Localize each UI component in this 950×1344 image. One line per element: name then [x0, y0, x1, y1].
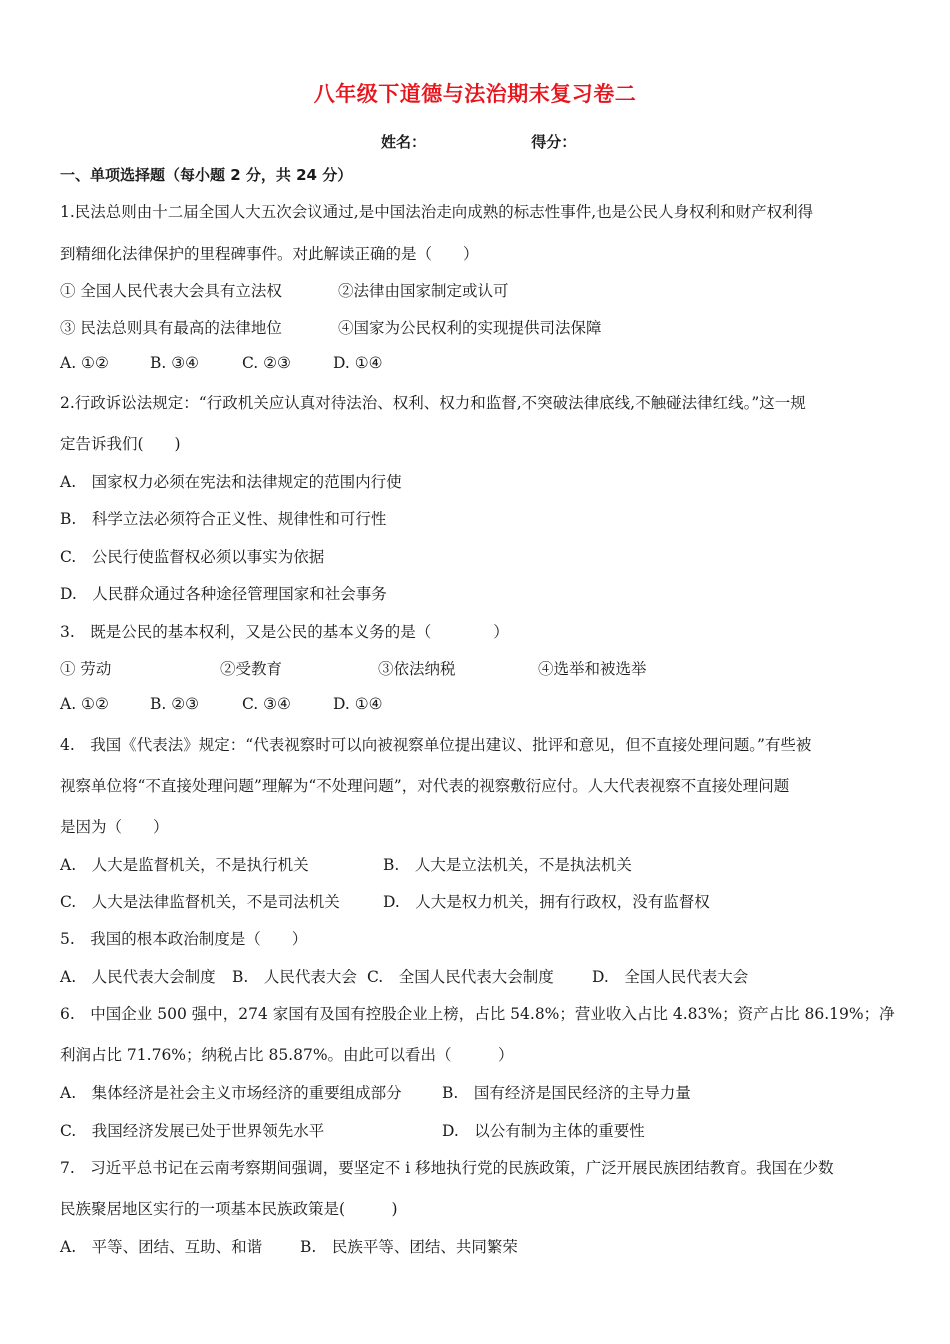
student-info: [381, 131, 576, 152]
q1-stem-line-2: 到精细化法律保护的里程碑事件。对此解读正确的是（ ）: [60, 245, 479, 263]
q3-statement-3: ③依法纳税: [378, 660, 456, 678]
q3-statement-4: ④选举和被选举: [538, 660, 647, 678]
section-heading: 一、单项选择题（每小题 2 分，共 24 分）: [60, 166, 353, 184]
q1-statement-2: ②法律由国家制定或认可: [338, 282, 509, 300]
q3-option-c: C. ③④: [242, 695, 291, 713]
q1-option-b: B. ③④: [150, 354, 200, 372]
q1-option-d: D. ①④: [333, 354, 383, 372]
q5-stem: 5. 我国的根本政治制度是（ ）: [60, 930, 308, 948]
q6-option-d: D. 以公有制为主体的重要性: [442, 1122, 645, 1140]
q7-stem-line-2: 民族聚居地区实行的一项基本民族政策是( ): [60, 1200, 398, 1218]
q5-option-a: A. 人民代表大会制度: [60, 968, 216, 986]
q3-statement-1: ① 劳动: [60, 660, 112, 678]
q1-option-a: A. ①②: [60, 354, 109, 372]
q2-option-c: C. 公民行使监督权必须以事实为依据: [60, 548, 325, 566]
q4-stem-line-1: 4. 我国《代表法》规定：“代表视察时可以向被视察单位提出建议、批评和意见，但不直接处理问题。”有些被: [60, 736, 812, 754]
q2-option-b: B. 科学立法必须符合正义性、规律性和可行性: [60, 510, 387, 528]
q1-statement-1: ① 全国人民代表大会具有立法权: [60, 282, 282, 300]
q6-stem-line-2: 利润占比 71.76%；纳税占比 85.87%。由此可以看出（ ）: [60, 1046, 514, 1064]
q7-option-b: B. 民族平等、团结、共同繁荣: [300, 1238, 518, 1256]
q6-option-b: B. 国有经济是国民经济的主导力量: [442, 1084, 691, 1102]
q1-option-c: C. ②③: [242, 354, 291, 372]
page-title: 八年级下道德与法治期末复习卷二: [313, 82, 637, 106]
q5-option-b: B. 人民代表大会: [232, 968, 357, 986]
q4-stem-line-2: 视察单位将“不直接处理问题”理解为“不处理问题”，对代表的视察敷衍应付。人大代表视察不直接处理问题: [60, 777, 790, 795]
q5-option-d: D. 全国人民代表大会: [592, 968, 749, 986]
q4-option-d: D. 人大是权力机关，拥有行政权，没有监督权: [383, 893, 710, 911]
q3-option-d: D. ①④: [333, 695, 383, 713]
q6-option-a: A. 集体经济是社会主义市场经济的重要组成部分: [60, 1084, 402, 1102]
q4-option-b: B. 人大是立法机关，不是执法机关: [383, 856, 632, 874]
q1-statement-3: ③ 民法总则具有最高的法律地位: [60, 319, 282, 337]
q2-option-d: D. 人民群众通过各种途径管理国家和社会事务: [60, 585, 387, 603]
q5-option-c: C. 全国人民代表大会制度: [367, 968, 554, 986]
q3-option-b: B. ②③: [150, 695, 200, 713]
q3-option-a: A. ①②: [60, 695, 109, 713]
q3-statement-2: ②受教育: [220, 660, 283, 678]
q3-stem: 3. 既是公民的基本权利，又是公民的基本义务的是（ ）: [60, 623, 509, 641]
name-label: 姓名：: [381, 133, 427, 151]
q6-option-c: C. 我国经济发展已处于世界领先水平: [60, 1122, 325, 1140]
q4-option-c: C. 人大是法律监督机关，不是司法机关: [60, 893, 340, 911]
q6-stem-line-1: 6. 中国企业 500 强中，274 家国有及国有控股企业上榜，占比 54.8%；营业收入占比 4.83%；资产占比 86.19%；净: [60, 1005, 895, 1023]
score-label: 得分：: [531, 133, 577, 151]
q7-option-a: A. 平等、团结、互助、和谐: [60, 1238, 263, 1256]
q2-option-a: A. 国家权力必须在宪法和法律规定的范围内行使: [60, 473, 402, 491]
q1-stem-line-1: 1.民法总则由十二届全国人大五次会议通过,是中国法治走向成熟的标志性事件,也是公民人身权利和财产权利得: [60, 203, 814, 221]
q2-stem-line-2: 定告诉我们( ): [60, 435, 181, 453]
q1-statement-4: ④国家为公民权利的实现提供司法保障: [338, 319, 602, 337]
q4-option-a: A. 人大是监督机关，不是执行机关: [60, 856, 309, 874]
q7-stem-line-1: 7. 习近平总书记在云南考察期间强调，要坚定不 i 移地执行党的民族政策，广泛开展民族团结教育。我国在少数: [60, 1159, 834, 1177]
q2-stem-line-1: 2.行政诉讼法规定：“行政机关应认真对待法治、权利、权力和监督,不突破法律底线,不触碰法律红线。”这一规: [60, 394, 806, 412]
q4-stem-line-3: 是因为（ ）: [60, 818, 169, 836]
